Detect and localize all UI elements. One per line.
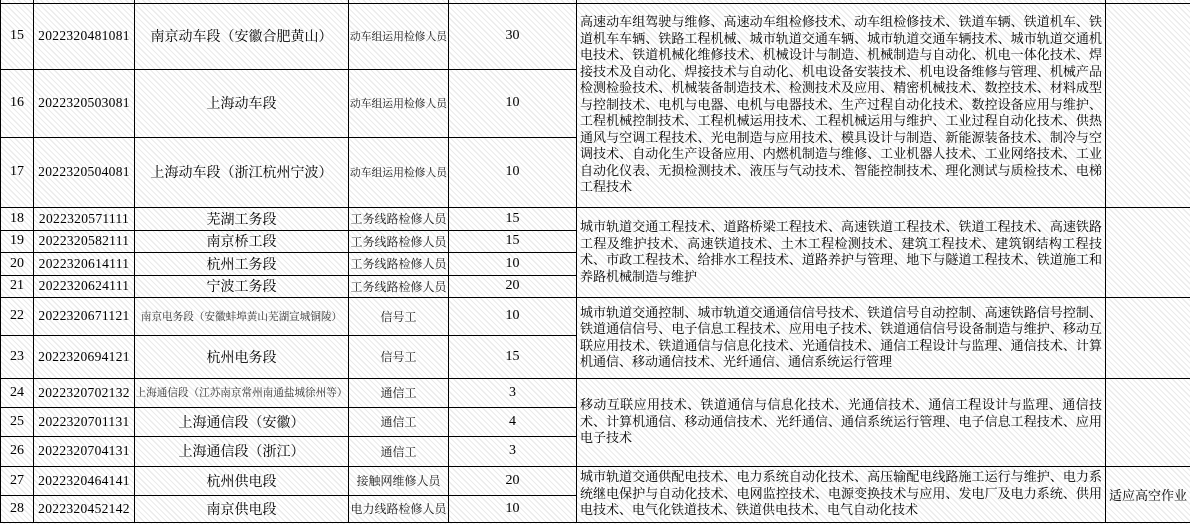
majors-cell: 移动互联应用技术、铁道通信与信息化技术、光通信技术、通信工程设计与监理、通信技术、计算机通信、移动通信技术、光纤通信、通信系统运行管理、电子信息工程技术、应用电子技术 <box>577 378 1106 466</box>
table-row <box>1 378 1190 407</box>
row-number-cell: 22 <box>1 297 34 335</box>
code-cell: 2022320704131 <box>34 436 135 466</box>
code-cell: 2022320694121 <box>34 335 135 378</box>
job-cell: 电力线路检修人员 <box>349 495 449 522</box>
majors-cell: 城市轨道交通供配电技术、电力系统自动化技术、高压输配电线路施工运行与维护、电力系统继电保护与自动化技术、电网监控技术、电源变换技术与应用、发电厂及电力系统、供用电技术、电气化铁道技术、铁道供电技术、电气自动化技术 <box>577 466 1106 522</box>
job-cell: 通信工 <box>349 407 449 436</box>
count-cell: 20 <box>449 275 577 297</box>
unit-cell: 杭州供电段 <box>135 466 349 495</box>
count-cell: 10 <box>449 297 577 335</box>
job-cell: 动车组运用检修人员 <box>349 3 449 69</box>
job-cell: 工务线路检修人员 <box>349 252 449 275</box>
count-cell: 15 <box>449 335 577 378</box>
code-cell: 2022320582111 <box>34 230 135 252</box>
code-cell: 2022320452142 <box>34 495 135 522</box>
row-number-cell: 20 <box>1 252 34 275</box>
table-row <box>1 466 1190 495</box>
code-cell: 2022320464141 <box>34 466 135 495</box>
unit-cell: 南京电务段（安徽蚌埠黄山芜湖宣城铜陵） <box>135 297 349 335</box>
job-cell: 信号工 <box>349 297 449 335</box>
row-number-cell: 17 <box>1 137 34 207</box>
row-number-cell: 21 <box>1 275 34 297</box>
row-number-cell: 23 <box>1 335 34 378</box>
code-cell: 2022320571111 <box>34 207 135 230</box>
row-number-cell: 25 <box>1 407 34 436</box>
row-number-cell: 18 <box>1 207 34 230</box>
count-cell: 10 <box>449 495 577 522</box>
code-cell: 2022320614111 <box>34 252 135 275</box>
row-number-cell: 19 <box>1 230 34 252</box>
unit-cell: 宁波工务段 <box>135 275 349 297</box>
unit-cell: 上海通信段（浙江） <box>135 436 349 466</box>
unit-cell: 上海动车段 <box>135 69 349 137</box>
unit-cell: 南京供电段 <box>135 495 349 522</box>
code-cell: 2022320701131 <box>34 407 135 436</box>
count-cell: 10 <box>449 69 577 137</box>
unit-cell: 上海动车段（浙江杭州宁波） <box>135 137 349 207</box>
count-cell: 15 <box>449 230 577 252</box>
majors-cell: 城市轨道交通控制、城市轨道交通通信信号技术、铁道信号自动控制、高速铁路信号控制、铁道通信信号、电子信息工程技术、应用电子技术、铁道通信信号设备制造与维护、移动互联应用技术、铁道通信与信息化技术、光通信技术、通信工程设计与监理、通信技术、计算机通信、移动通信技术、光纤通信、通信系统运行管理 <box>577 297 1106 378</box>
job-cell: 工务线路检修人员 <box>349 275 449 297</box>
unit-cell: 杭州电务段 <box>135 335 349 378</box>
job-cell: 动车组运用检修人员 <box>349 137 449 207</box>
unit-cell: 芜湖工务段 <box>135 207 349 230</box>
unit-cell: 杭州工务段 <box>135 252 349 275</box>
row-number-cell: 27 <box>1 466 34 495</box>
note-cell <box>1106 297 1190 378</box>
job-cell: 工务线路检修人员 <box>349 230 449 252</box>
job-cell: 信号工 <box>349 335 449 378</box>
code-cell: 2022320624111 <box>34 275 135 297</box>
code-cell: 2022320481081 <box>34 3 135 69</box>
count-cell: 10 <box>449 137 577 207</box>
table-row <box>1 207 1190 230</box>
code-cell: 2022320504081 <box>34 137 135 207</box>
count-cell: 4 <box>449 407 577 436</box>
count-cell: 20 <box>449 466 577 495</box>
unit-cell: 上海通信段（江苏南京常州南通盐城徐州等） <box>135 378 349 407</box>
row-number-cell: 16 <box>1 69 34 137</box>
unit-cell: 南京动车段（安徽合肥黄山） <box>135 3 349 69</box>
note-cell <box>1106 378 1190 466</box>
note-cell <box>1106 207 1190 297</box>
majors-cell: 高速动车组驾驶与维修、高速动车组检修技术、动车组检修技术、铁道车辆、铁道机车、铁道机车车辆、铁路工程机械、城市轨道交通车辆、城市轨道交通车辆技术、城市轨道交通机电技术、铁道机械化维修技术、机械设计与制造、机械制造与自动化、机电一体化技术、焊接技术及自动化、焊接技术与自动化、机电设备安装技术、机电设备维修与管理、机械产品检测检验技术、机械装备制造技术、检测技术及应用、精密机械技术、数控技术、材料成型与控制技术、电机与电器、电机与电器技术、生产过程自动化技术、数控设备应用与维护、工程机械控制技术、工程机械运用技术、工程机械运用与维护、工业过程自动化技术、供热通风与空调工程技术、光电制造与应用技术、模具设计与制造、新能源装备技术、制冷与空调技术、自动化生产设备应用、内燃机制造与维修、工业机器人技术、工业网络技术、工业自动化仪表、无损检测技术、液压与气动技术、智能控制技术、理化测试与质检技术、电梯工程技术 <box>577 3 1106 207</box>
job-cell: 通信工 <box>349 378 449 407</box>
majors-cell: 城市轨道交通工程技术、道路桥梁工程技术、高速铁道工程技术、铁道工程技术、高速铁路工程及维护技术、高速铁道技术、土木工程检测技术、建筑工程技术、建筑钢结构工程技术、市政工程技术、给排水工程技术、道路养护与管理、地下与隧道工程技术、铁道施工和养路机械制造与维护 <box>577 207 1106 297</box>
code-cell: 2022320503081 <box>34 69 135 137</box>
count-cell: 3 <box>449 378 577 407</box>
job-cell: 工务线路检修人员 <box>349 207 449 230</box>
job-cell: 动车组运用检修人员 <box>349 69 449 137</box>
count-cell: 10 <box>449 252 577 275</box>
row-number-cell: 24 <box>1 378 34 407</box>
code-cell: 2022320702132 <box>34 378 135 407</box>
row-number-cell: 28 <box>1 495 34 522</box>
table-row <box>1 3 1190 69</box>
unit-cell: 南京桥工段 <box>135 230 349 252</box>
table-row <box>1 297 1190 335</box>
code-cell: 2022320671121 <box>34 297 135 335</box>
row-number-cell: 26 <box>1 436 34 466</box>
unit-cell: 上海通信段（安徽） <box>135 407 349 436</box>
job-cell: 通信工 <box>349 436 449 466</box>
note-cell <box>1106 3 1190 207</box>
count-cell: 15 <box>449 207 577 230</box>
count-cell: 3 <box>449 436 577 466</box>
note-cell: 适应高空作业 <box>1106 466 1190 522</box>
job-cell: 接触网维修人员 <box>349 466 449 495</box>
count-cell: 30 <box>449 3 577 69</box>
row-number-cell: 15 <box>1 3 34 69</box>
